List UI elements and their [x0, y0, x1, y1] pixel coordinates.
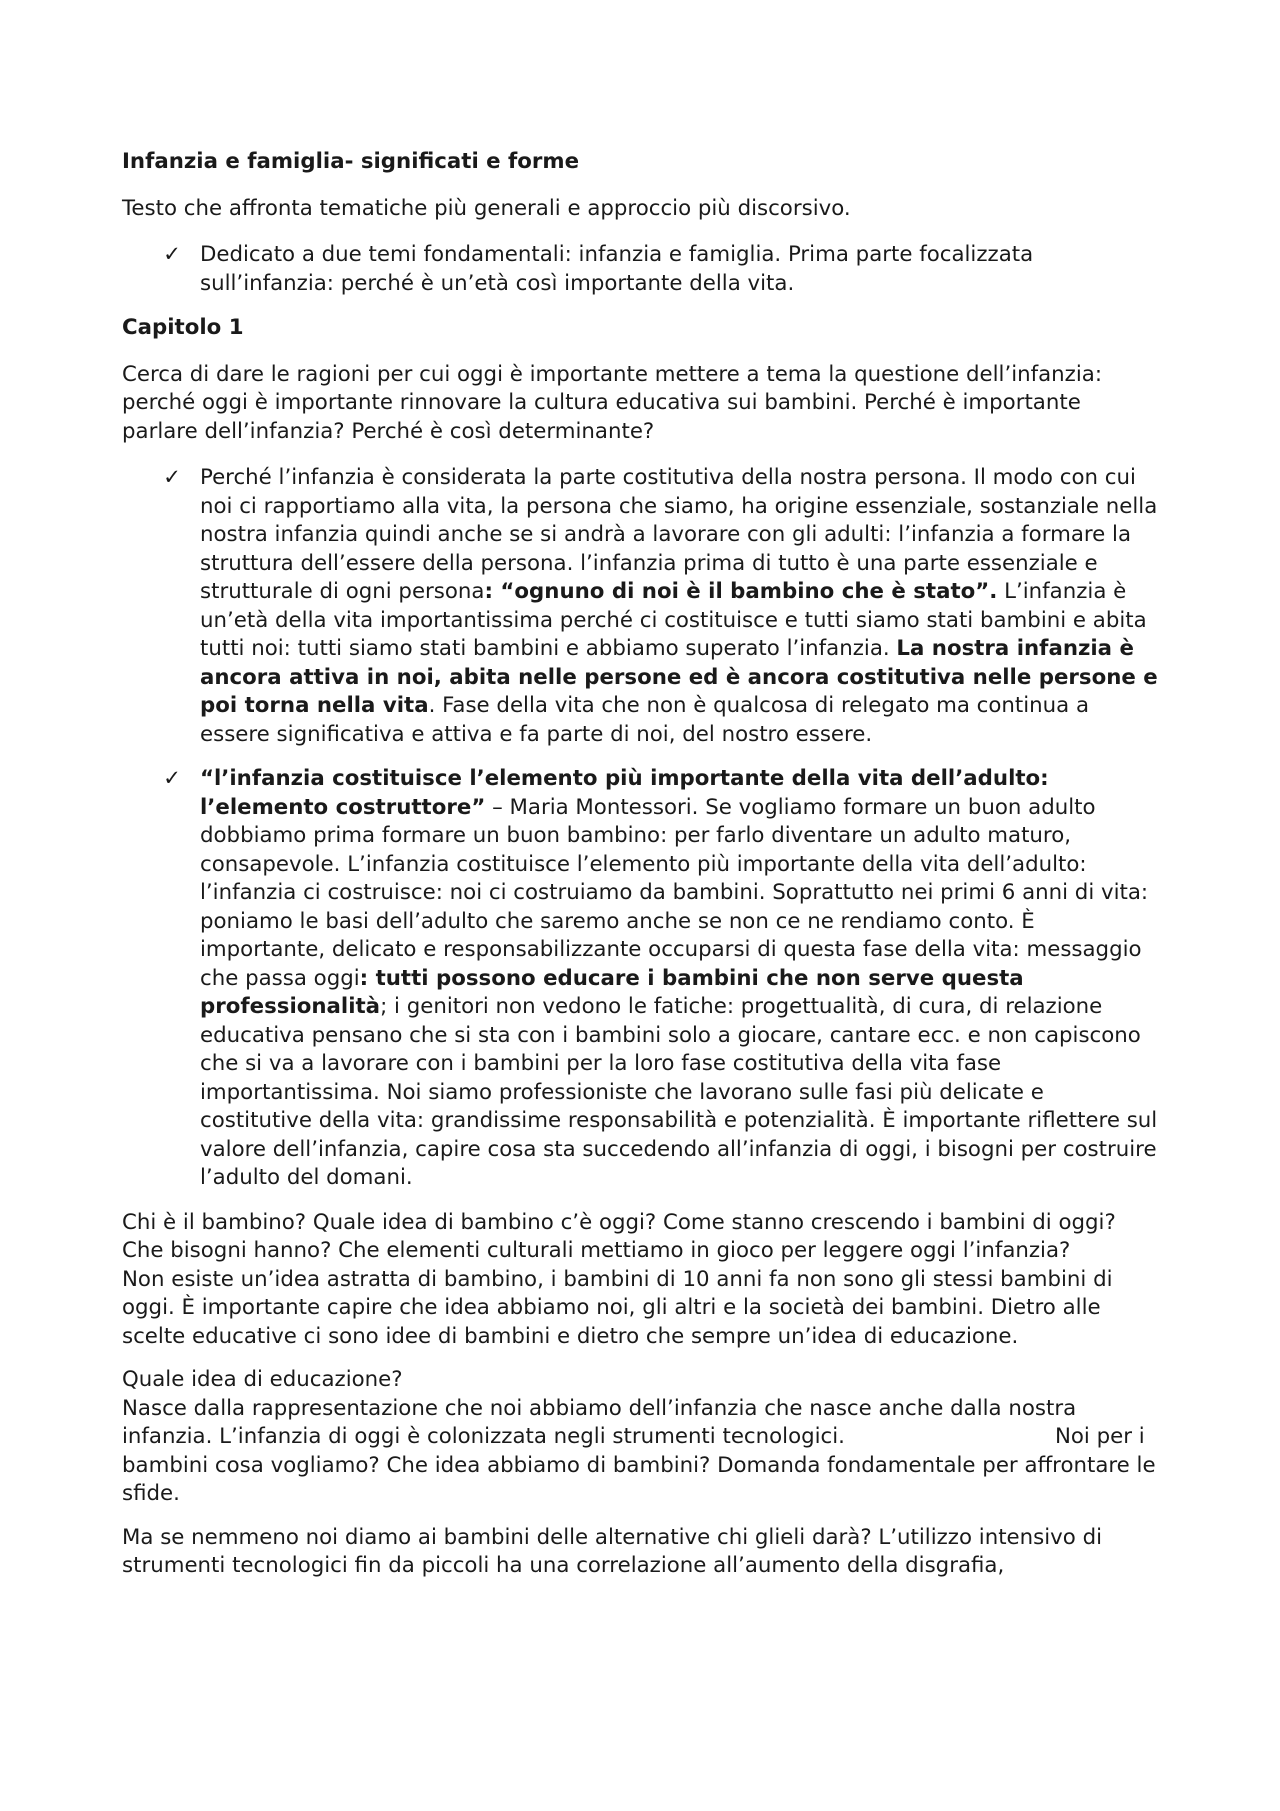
intro-bullet-list — [122, 241, 1162, 298]
education-question: Quale idea di educazione? — [122, 1367, 403, 1392]
document-title: Infanzia e famiglia- significati e forme — [122, 149, 580, 174]
bullet-text-part: Perché l’infanzia è considerata la parte costitutiva della nostra persona. Il modo con cui noi ci rapportiamo alla vita, la persona che siamo, ha origine essenziale, sostanziale nella nostra infanzia quindi anche se si andrà a lavorare con gli adulti: l’infanzia a formare la struttura dell’essere della persona. l’infanzia prima di tutto è una parte essenziale e strutturale di ogni persona — [200, 465, 1158, 604]
idea-paragraph: Non esiste un’idea astratta di bambino, i bambini di 10 anni fa non sono gli stessi bambini di oggi. È importante capire che idea abbiamo noi, gli altri e la società dei bambini. Dietro alle scelte educative ci sono idee di bambini e dietro che sempre un’idea di educazione. — [122, 1266, 1113, 1349]
document-body — [122, 148, 1162, 1581]
list-item — [122, 464, 1162, 749]
chapter-bullet-list — [122, 464, 1162, 1193]
bullet-text-part: ; i genitori non vedono le fatiche: progettualità, di cura, di relazione educativa pensano che si sta con i bambini solo a giocare, cantare ecc. e non capiscono che si va a lavorare con i bambini per la loro fase costitutiva della vita fase importantissima. Noi siamo professioniste che lavorano sulle fasi più delicate e costitutive della vita: grandissime responsabilità e potenzialità. È importante riflettere sul valore dell’infanzia, capire cosa sta succedendo all’infanzia di oggi, i bisogni per costruire l’adulto del domani. — [200, 994, 1158, 1190]
checkmark-icon: ✓ — [163, 465, 181, 490]
chapter-heading: Capitolo 1 — [122, 315, 244, 340]
list-item — [122, 765, 1162, 1193]
bullet-text-part: – Maria Montessori. Se vogliamo formare un buon adulto dobbiamo prima formare un buon bambino: per farlo diventare un adulto maturo, consapevole. L’infanzia costituisce l’elemento più importante della vita dell’adulto: l’infanzia ci costruisce: noi ci costruiamo da bambini. Soprattutto nei primi 6 anni di vita: poniamo le basi dell’adulto che saremo anche se non ce ne rendiamo conto. È importante, delicato e responsabilizzante occuparsi di questa fase della vita: messaggio che passa oggi — [200, 794, 1149, 991]
bullet-text-part: . Fase della vita che non è qualcosa di relegato ma continua a essere significativa e attiva e fa parte di noi, del nostro essere. — [200, 693, 1090, 747]
bullet-bold-part: “l’infanzia costituisce l’elemento più importante della vita dell’adulto: l’elemento costruttore” — [200, 766, 1049, 820]
bullet-text: Dedicato a due temi fondamentali: infanzia e famiglia. Prima parte focalizzata sull’infanzia: perché è un’età così importante della vita. — [200, 242, 1034, 296]
education-paragraph — [122, 1395, 1162, 1509]
bullet-bold-part: : tutti possono educare i bambini che non serve questa professionalità — [200, 965, 1024, 1019]
bullet-bold-part: : “ognuno di noi è il bambino che è stato”. — [484, 579, 998, 604]
bullet-text-part: L’infanzia è un’età della vita importantissima perché ci costituisce e tutti siamo stati bambini e abita tutti noi: tutti siamo stati bambini e abbiamo superato l’infanzia. — [200, 579, 1147, 661]
education-text-a: Nasce dalla rappresentazione che noi abbiamo dell’infanzia che nasce anche dalla nostra infanzia. L’infanzia di oggi è colonizzata negli strumenti tecnologici. — [122, 1395, 1077, 1449]
list-item — [122, 241, 1162, 298]
bullet-bold-part: La nostra infanzia è ancora attiva in noi, abita nelle persone ed è ancora costitutiva nelle persone e poi torna nella vita — [200, 636, 1158, 718]
intro-paragraph: Testo che affronta tematiche più generali e approccio più discorsivo. — [122, 195, 851, 221]
chapter-intro-paragraph: Cerca di dare le ragioni per cui oggi è importante mettere a tema la questione dell’infanzia: perché oggi è importante rinnovare la cultura educativa sui bambini. Perché è importante parlare dell’infanzia? Perché è così determinante? — [122, 361, 1102, 444]
questions-paragraph: Chi è il bambino? Quale idea di bambino c’è oggi? Come stanno crescendo i bambini di oggi? Che bisogni hanno? Che elementi culturali mettiamo in gioco per leggere oggi l’infanzia? — [122, 1209, 1116, 1263]
last-paragraph: Ma se nemmeno noi diamo ai bambini delle alternative chi glieli darà? L’utilizzo intensivo di strumenti tecnologici fin da piccoli ha una correlazione all’aumento della disgrafia, — [122, 1524, 1102, 1578]
checkmark-icon: ✓ — [163, 766, 181, 791]
education-text-b: Noi per i bambini cosa vogliamo? Che idea abbiamo di bambini? Domanda fondamentale per affrontare le sfide. — [122, 1424, 1156, 1506]
checkmark-icon: ✓ — [163, 242, 181, 267]
